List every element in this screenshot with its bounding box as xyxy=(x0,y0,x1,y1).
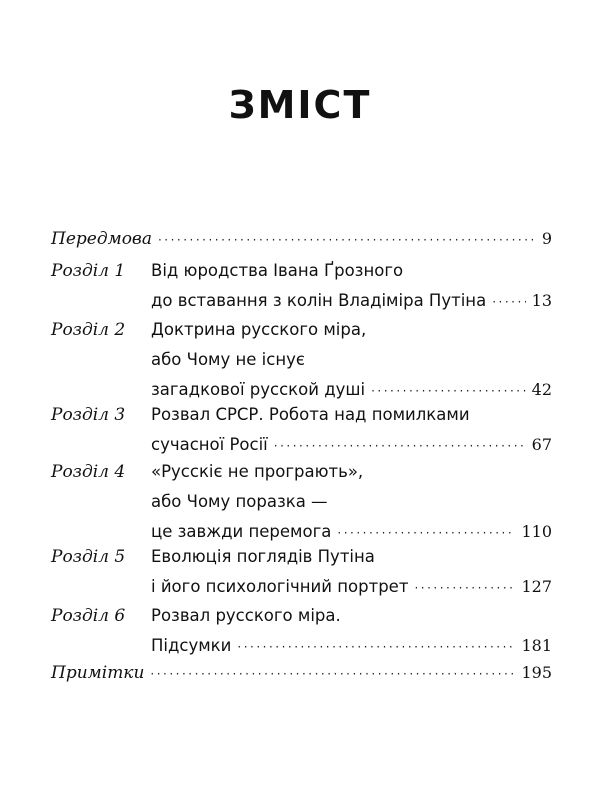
chapter-label: Примітки xyxy=(51,663,145,683)
chapter-label: Розділ 3 xyxy=(51,405,126,425)
chapter-title-line: до вставання з колін Владіміра Путіна xyxy=(151,291,487,310)
chapter-title-line: сучасної Росії xyxy=(151,435,268,454)
chapter-title-line: Доктрина русского міра, xyxy=(151,320,367,339)
chapter-label: Розділ 1 xyxy=(51,261,126,281)
page-number: 181 xyxy=(521,636,552,655)
dot-leader xyxy=(150,659,515,689)
chapter-title-line: або Чому не існує xyxy=(151,350,305,369)
chapter-title-line: або Чому поразка — xyxy=(151,492,328,511)
chapter-title-line: Еволюція поглядів Путіна xyxy=(151,547,375,566)
page-number: 9 xyxy=(541,229,552,248)
chapter-label: Передмова xyxy=(51,229,152,249)
chapter-label: Розділ 4 xyxy=(51,462,126,482)
page-number: 42 xyxy=(531,380,552,399)
page-number: 195 xyxy=(521,663,552,682)
page-number: 67 xyxy=(531,435,552,454)
chapter-title-line: Від юродства Івана Ґрозного xyxy=(151,261,404,280)
chapter-label: Розділ 6 xyxy=(51,606,126,626)
page-number: 110 xyxy=(521,522,552,541)
chapter-title-line: Розвал СРСР. Робота над помилками xyxy=(151,405,470,424)
chapter-title-line: «Русскіє не програють», xyxy=(151,462,364,481)
page-title: ЗМІСТ xyxy=(228,83,372,127)
chapter-title-line: загадкової русской душі xyxy=(151,380,366,399)
chapter-title-line: це завжди перемога xyxy=(151,522,332,541)
dot-leader xyxy=(492,287,525,317)
chapter-label: Розділ 5 xyxy=(51,547,126,567)
dot-leader xyxy=(158,225,536,255)
page-number: 127 xyxy=(521,577,552,596)
chapter-title-line: Підсумки xyxy=(151,636,232,655)
page-number: 13 xyxy=(531,291,552,310)
chapter-label: Розділ 2 xyxy=(51,320,126,340)
chapter-title-line: Розвал русского міра. xyxy=(151,606,341,625)
dot-leader xyxy=(414,573,515,603)
chapter-title-line: і його психологічний портрет xyxy=(151,577,409,596)
